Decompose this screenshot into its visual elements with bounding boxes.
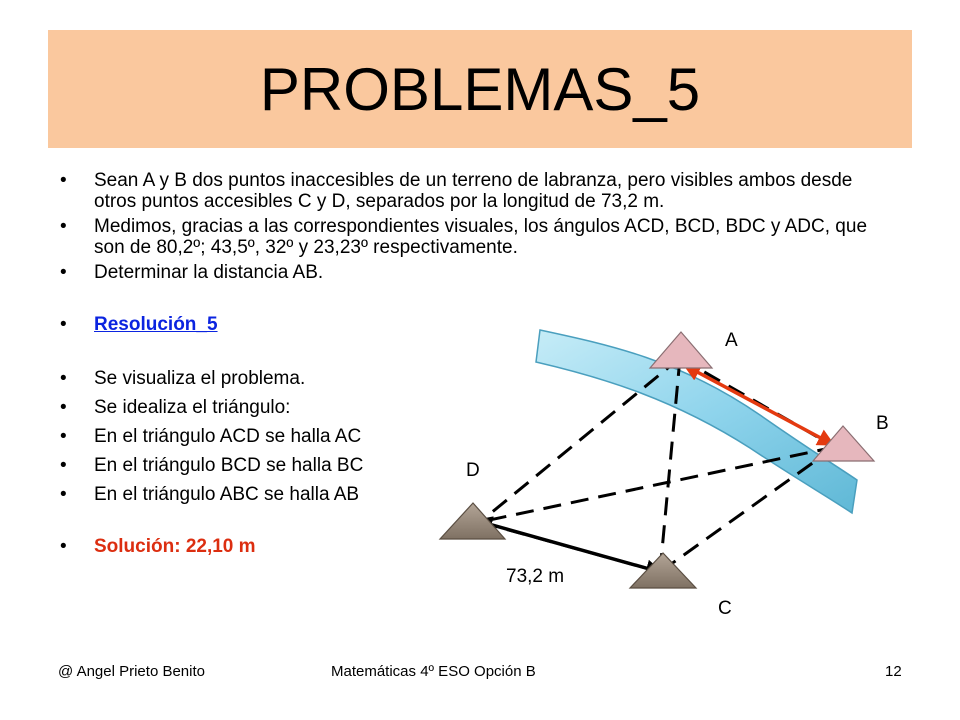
label-b: B: [876, 413, 889, 434]
label-a: A: [725, 330, 738, 351]
label-c: C: [718, 598, 732, 619]
cd-arrow: [478, 521, 660, 572]
bullet-statement: • Sean A y B dos puntos inaccesibles de un terreno de labranza, pero visibles ambos desde otros puntos accesibles C y D, separados por la longitud de 73,2 m.: [58, 170, 884, 212]
bullet-bcd: • En el triángulo BCD se halla BC: [58, 455, 898, 476]
bullet-idealize: • Se idealiza el triángulo:: [58, 397, 898, 418]
label-cd-length: 73,2 m: [506, 566, 565, 587]
resolution-link[interactable]: Resolución_5: [94, 314, 218, 335]
footer-page-number: 12: [885, 663, 902, 680]
bullet-visualize: • Se visualiza el problema.: [58, 368, 898, 389]
bullet-determine: • Determinar la distancia AB.: [58, 262, 898, 283]
point-c-marker: [630, 553, 696, 588]
solution-text: Solución: 22,10 m: [94, 536, 256, 557]
slide-title: PROBLEMAS_5: [259, 56, 701, 123]
label-d: D: [466, 460, 480, 481]
point-b-marker: [813, 426, 874, 461]
footer-course: Matemáticas 4º ESO Opción B: [331, 663, 536, 680]
footer-author: @ Angel Prieto Benito: [58, 663, 205, 680]
bullet-abc: • En el triángulo ABC se halla AB: [58, 484, 898, 505]
point-a-marker: [650, 332, 712, 368]
bullet-acd: • En el triángulo ACD se halla AC: [58, 426, 898, 447]
bullet-angles: • Medimos, gracias a las correspondientes visuales, los ángulos ACD, BCD, BDC y ADC, que son de 80,2º; 43,5º, 32º y 23,23º respectivamente.: [58, 216, 894, 258]
